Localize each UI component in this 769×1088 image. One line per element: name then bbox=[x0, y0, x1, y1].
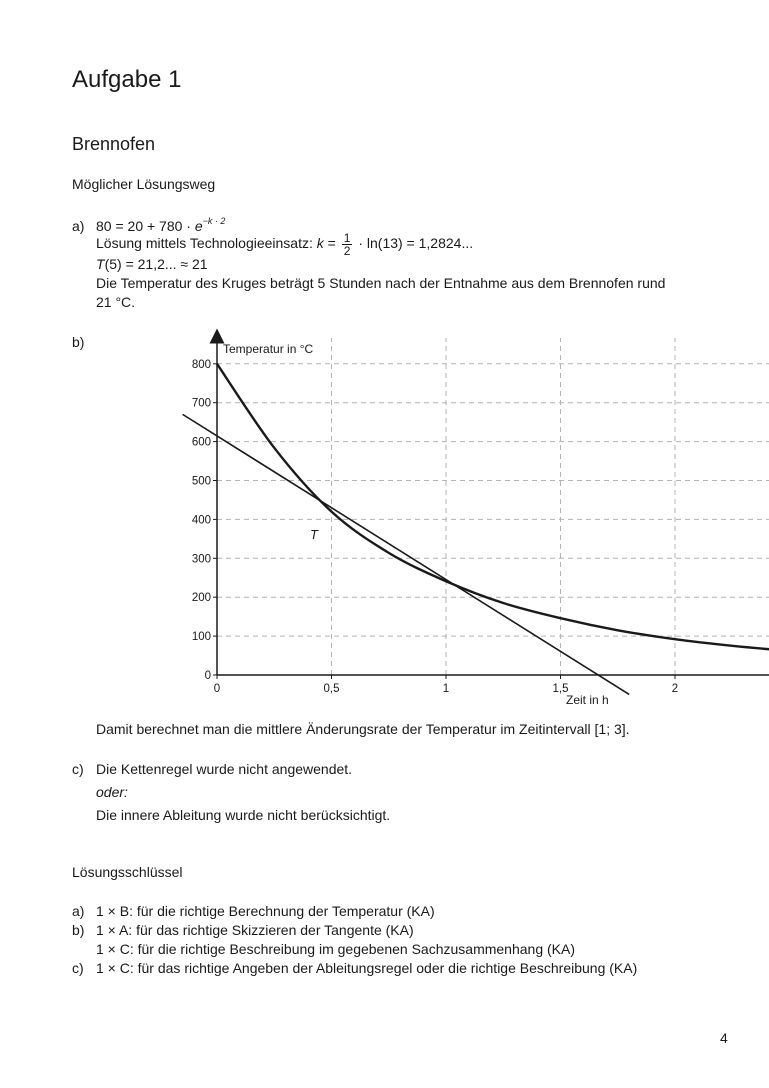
part-a-sentence-1: Die Temperatur des Kruges beträgt 5 Stunden nach der Entnahme aus dem Brennofen rund bbox=[96, 275, 666, 291]
y-tick-label: 400 bbox=[191, 514, 211, 527]
x-tick-label: 2 bbox=[671, 683, 679, 695]
key-item-text: 1 × B: für die richtige Berechnung der Temperatur (KA) bbox=[96, 903, 435, 919]
part-c-line-1: Die Kettenregel wurde nicht angewendet. bbox=[96, 761, 353, 777]
part-a-solution-line bbox=[96, 232, 473, 257]
y-tick-label: 100 bbox=[191, 631, 211, 644]
equation-base: e bbox=[194, 218, 203, 234]
y-tick-label: 200 bbox=[191, 592, 211, 605]
y-tick-label: 700 bbox=[191, 397, 211, 410]
part-b-caption: Damit berechnet man die mittlere Änderungsrate der Temperatur im Zeitintervall [1; 3]. bbox=[96, 721, 630, 737]
part-b-label: b) bbox=[72, 334, 85, 350]
result-text: (5) = 21,2... ≈ 21 bbox=[104, 256, 208, 272]
x-tick-label: 0,5 bbox=[323, 683, 340, 695]
y-tick-label: 0 bbox=[204, 670, 211, 682]
axes bbox=[213, 336, 769, 679]
solution-suffix: · ln(13) = 1,2824... bbox=[354, 235, 474, 252]
grid bbox=[217, 338, 769, 675]
part-a-label: a) bbox=[72, 218, 85, 234]
fraction bbox=[342, 232, 353, 257]
temperature-curve bbox=[217, 364, 769, 662]
x-tick-label: 0 bbox=[213, 683, 221, 695]
section-title: Brennofen bbox=[72, 134, 156, 154]
page-number: 4 bbox=[720, 1030, 728, 1046]
y-tick-label: 800 bbox=[191, 358, 211, 371]
key-item-label: c) bbox=[72, 960, 84, 976]
y-tick-label: 600 bbox=[191, 436, 211, 449]
tangent-line bbox=[183, 414, 630, 694]
part-c-or: oder: bbox=[96, 784, 128, 800]
x-tick-label: 1 bbox=[442, 683, 450, 695]
key-item-text: 1 × C: für die richtige Beschreibung im gegebenen Sachzusammenhang (KA) bbox=[96, 941, 575, 957]
page-title: Aufgabe 1 bbox=[72, 66, 182, 93]
y-tick-label: 500 bbox=[191, 475, 211, 488]
solution-heading: Möglicher Lösungsweg bbox=[72, 176, 216, 192]
key-item-text: 1 × A: für das richtige Skizzieren der Tangente (KA) bbox=[96, 922, 414, 938]
part-c-label: c) bbox=[72, 761, 84, 777]
x-axis-label: Zeit in h bbox=[566, 693, 609, 707]
solution-prefix: Lösung mittels Technologieeinsatz: bbox=[96, 235, 317, 252]
part-a-sentence-2: 21 °C. bbox=[96, 294, 136, 310]
solution-var: k bbox=[316, 235, 324, 252]
key-item-label: b) bbox=[72, 922, 85, 938]
equation-left: 80 = 20 + 780 · bbox=[96, 218, 195, 234]
x-tick-label: 1,5 bbox=[552, 683, 569, 695]
key-title: Lösungsschlüssel bbox=[72, 864, 183, 880]
part-a-result bbox=[96, 255, 208, 274]
key-item-text: 1 × C: für das richtige Angeben der Ableitungsregel oder die richtige Beschreibung (KA) bbox=[96, 960, 638, 976]
tangent-point-label: T bbox=[310, 527, 318, 542]
fraction-numerator: 1 bbox=[343, 231, 351, 245]
y-tick-label: 300 bbox=[191, 553, 211, 566]
tick-labels bbox=[192, 359, 769, 695]
key-item-label: a) bbox=[72, 903, 85, 919]
solution-eq: = bbox=[323, 235, 340, 252]
series-group bbox=[183, 364, 769, 695]
temperature-chart bbox=[180, 330, 679, 710]
part-c-line-2: Die innere Ableitung wurde nicht berücksichtigt. bbox=[96, 807, 391, 823]
result-var: T bbox=[96, 256, 105, 272]
equation-exponent: −k · 2 bbox=[202, 216, 226, 226]
fraction-denominator: 2 bbox=[343, 244, 351, 258]
y-axis-label: Temperatur in °C bbox=[223, 342, 314, 356]
